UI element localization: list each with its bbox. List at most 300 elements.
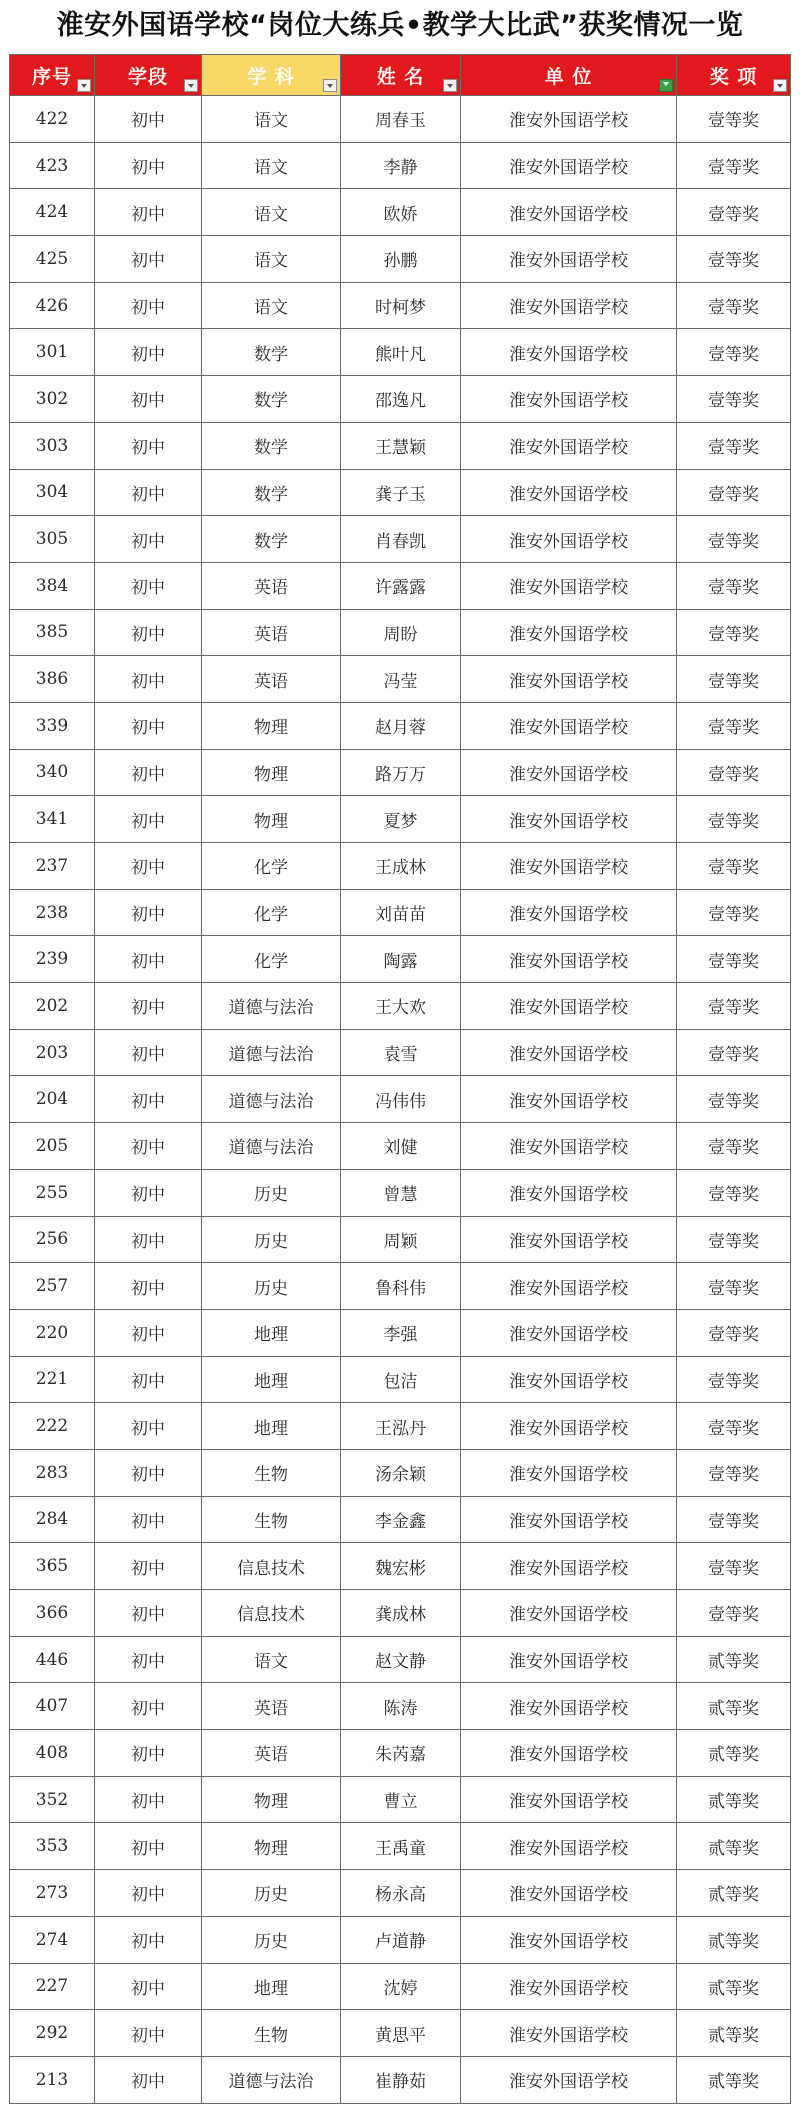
cell-unit: 淮安外国语学校 — [461, 889, 677, 936]
cell-stage: 初中 — [95, 609, 202, 656]
cell-subject: 英语 — [202, 1683, 341, 1730]
cell-stage: 初中 — [95, 1776, 202, 1823]
cell-name: 朱芮嘉 — [341, 1730, 461, 1777]
filter-active-icon[interactable] — [659, 79, 673, 92]
cell-name: 王禹童 — [341, 1823, 461, 1870]
cell-unit: 淮安外国语学校 — [461, 936, 677, 983]
cell-subject: 地理 — [202, 1963, 341, 2010]
cell-award: 贰等奖 — [677, 1636, 791, 1683]
cell-award: 壹等奖 — [677, 656, 791, 703]
table-row — [10, 1916, 791, 1963]
table-row — [10, 1169, 791, 1216]
cell-stage: 初中 — [95, 516, 202, 563]
cell-award: 壹等奖 — [677, 469, 791, 516]
cell-subject: 化学 — [202, 936, 341, 983]
table-row — [10, 2010, 791, 2057]
cell-subject: 语文 — [202, 236, 341, 283]
cell-stage: 初中 — [95, 1543, 202, 1590]
cell-award: 壹等奖 — [677, 189, 791, 236]
column-header-subject — [202, 55, 341, 96]
cell-subject: 物理 — [202, 1823, 341, 1870]
cell-name: 时柯梦 — [341, 282, 461, 329]
cell-seq: 340 — [10, 749, 95, 796]
cell-name: 崔静茹 — [341, 2056, 461, 2103]
table-row — [10, 1683, 791, 1730]
cell-stage: 初中 — [95, 983, 202, 1030]
cell-seq: 237 — [10, 843, 95, 890]
cell-seq: 274 — [10, 1916, 95, 1963]
cell-subject: 数学 — [202, 376, 341, 423]
cell-seq: 204 — [10, 1076, 95, 1123]
cell-stage: 初中 — [95, 2010, 202, 2057]
cell-unit: 淮安外国语学校 — [461, 142, 677, 189]
cell-award: 壹等奖 — [677, 1076, 791, 1123]
cell-subject: 数学 — [202, 516, 341, 563]
cell-unit: 淮安外国语学校 — [461, 1963, 677, 2010]
cell-subject: 语文 — [202, 1636, 341, 1683]
cell-seq: 205 — [10, 1123, 95, 1170]
cell-seq: 239 — [10, 936, 95, 983]
table-row — [10, 1823, 791, 1870]
column-header-label: 奖 项 — [709, 65, 758, 88]
cell-subject: 生物 — [202, 1496, 341, 1543]
cell-seq: 257 — [10, 1263, 95, 1310]
cell-stage: 初中 — [95, 96, 202, 143]
cell-award: 壹等奖 — [677, 1356, 791, 1403]
cell-seq: 301 — [10, 329, 95, 376]
table-row — [10, 282, 791, 329]
cell-unit: 淮安外国语学校 — [461, 796, 677, 843]
cell-award: 壹等奖 — [677, 1449, 791, 1496]
cell-seq: 227 — [10, 1963, 95, 2010]
cell-seq: 303 — [10, 422, 95, 469]
cell-unit: 淮安外国语学校 — [461, 1169, 677, 1216]
cell-award: 壹等奖 — [677, 1169, 791, 1216]
cell-award: 壹等奖 — [677, 1590, 791, 1637]
cell-seq: 284 — [10, 1496, 95, 1543]
cell-award: 壹等奖 — [677, 96, 791, 143]
cell-stage: 初中 — [95, 469, 202, 516]
cell-award: 贰等奖 — [677, 1730, 791, 1777]
cell-unit: 淮安外国语学校 — [461, 96, 677, 143]
cell-name: 赵月蓉 — [341, 702, 461, 749]
cell-award: 贰等奖 — [677, 1916, 791, 1963]
cell-stage: 初中 — [95, 1683, 202, 1730]
cell-award: 壹等奖 — [677, 1123, 791, 1170]
table-row — [10, 843, 791, 890]
table-row — [10, 1356, 791, 1403]
cell-subject: 地理 — [202, 1403, 341, 1450]
cell-name: 肖春凯 — [341, 516, 461, 563]
cell-award: 壹等奖 — [677, 562, 791, 609]
cell-unit: 淮安外国语学校 — [461, 1683, 677, 1730]
cell-seq: 422 — [10, 96, 95, 143]
table-row — [10, 702, 791, 749]
cell-stage: 初中 — [95, 936, 202, 983]
cell-seq: 256 — [10, 1216, 95, 1263]
cell-subject: 数学 — [202, 422, 341, 469]
column-header-label: 序号 — [31, 65, 72, 88]
cell-subject: 道德与法治 — [202, 983, 341, 1030]
cell-name: 李金鑫 — [341, 1496, 461, 1543]
column-header-stage — [95, 55, 202, 96]
cell-unit: 淮安外国语学校 — [461, 983, 677, 1030]
table-row — [10, 1403, 791, 1450]
cell-stage: 初中 — [95, 1076, 202, 1123]
cell-unit: 淮安外国语学校 — [461, 516, 677, 563]
table-row — [10, 329, 791, 376]
cell-name: 曹立 — [341, 1776, 461, 1823]
cell-name: 杨永高 — [341, 1870, 461, 1917]
cell-stage: 初中 — [95, 282, 202, 329]
cell-name: 汤余颖 — [341, 1449, 461, 1496]
table-row — [10, 1449, 791, 1496]
cell-name: 沈婷 — [341, 1963, 461, 2010]
cell-unit: 淮安外国语学校 — [461, 2056, 677, 2103]
cell-award: 壹等奖 — [677, 702, 791, 749]
cell-name: 曾慧 — [341, 1169, 461, 1216]
table-row — [10, 1636, 791, 1683]
cell-unit: 淮安外国语学校 — [461, 329, 677, 376]
cell-subject: 英语 — [202, 562, 341, 609]
column-header-award — [677, 55, 791, 96]
table-row — [10, 1076, 791, 1123]
cell-award: 壹等奖 — [677, 983, 791, 1030]
cell-unit: 淮安外国语学校 — [461, 702, 677, 749]
cell-award: 壹等奖 — [677, 422, 791, 469]
cell-seq: 407 — [10, 1683, 95, 1730]
cell-award: 贰等奖 — [677, 1963, 791, 2010]
cell-stage: 初中 — [95, 189, 202, 236]
cell-award: 贰等奖 — [677, 1683, 791, 1730]
cell-subject: 地理 — [202, 1309, 341, 1356]
cell-stage: 初中 — [95, 889, 202, 936]
cell-seq: 203 — [10, 1029, 95, 1076]
cell-name: 龚成林 — [341, 1590, 461, 1637]
cell-name: 周春玉 — [341, 96, 461, 143]
cell-subject: 物理 — [202, 1776, 341, 1823]
cell-stage: 初中 — [95, 376, 202, 423]
table-body — [10, 96, 791, 2104]
cell-award: 贰等奖 — [677, 2010, 791, 2057]
cell-name: 袁雪 — [341, 1029, 461, 1076]
cell-subject: 语文 — [202, 282, 341, 329]
cell-name: 龚子玉 — [341, 469, 461, 516]
cell-seq: 366 — [10, 1590, 95, 1637]
table-row — [10, 609, 791, 656]
filter-dropdown-icon[interactable] — [773, 79, 787, 92]
cell-name: 王泓丹 — [341, 1403, 461, 1450]
cell-seq: 365 — [10, 1543, 95, 1590]
column-header-label: 单 位 — [544, 65, 593, 88]
column-header-label: 学段 — [127, 65, 168, 88]
cell-unit: 淮安外国语学校 — [461, 1590, 677, 1637]
cell-award: 壹等奖 — [677, 516, 791, 563]
table-row — [10, 236, 791, 283]
page-title: 淮安外国语学校“岗位大练兵•教学大比武”获奖情况一览 — [56, 10, 744, 41]
cell-subject: 英语 — [202, 609, 341, 656]
table-row — [10, 1496, 791, 1543]
cell-unit: 淮安外国语学校 — [461, 562, 677, 609]
table-row — [10, 796, 791, 843]
column-header-name — [341, 55, 461, 96]
cell-name: 王慧颖 — [341, 422, 461, 469]
cell-unit: 淮安外国语学校 — [461, 1449, 677, 1496]
cell-name: 刘健 — [341, 1123, 461, 1170]
cell-name: 卢道静 — [341, 1916, 461, 1963]
cell-stage: 初中 — [95, 656, 202, 703]
column-header-seq — [10, 55, 95, 96]
cell-subject: 英语 — [202, 656, 341, 703]
table-row — [10, 376, 791, 423]
table-row — [10, 983, 791, 1030]
cell-stage: 初中 — [95, 1590, 202, 1637]
cell-unit: 淮安外国语学校 — [461, 189, 677, 236]
column-header-label: 学 科 — [247, 65, 295, 88]
cell-unit: 淮安外国语学校 — [461, 1636, 677, 1683]
cell-name: 李强 — [341, 1309, 461, 1356]
cell-seq: 238 — [10, 889, 95, 936]
cell-stage: 初中 — [95, 2056, 202, 2103]
cell-stage: 初中 — [95, 796, 202, 843]
cell-name: 陈涛 — [341, 1683, 461, 1730]
filter-dropdown-icon[interactable] — [77, 79, 91, 92]
cell-seq: 386 — [10, 656, 95, 703]
cell-name: 魏宏彬 — [341, 1543, 461, 1590]
cell-award: 贰等奖 — [677, 1776, 791, 1823]
cell-unit: 淮安外国语学校 — [461, 1823, 677, 1870]
cell-seq: 424 — [10, 189, 95, 236]
cell-award: 壹等奖 — [677, 609, 791, 656]
cell-name: 陶露 — [341, 936, 461, 983]
cell-subject: 物理 — [202, 702, 341, 749]
table-row — [10, 142, 791, 189]
cell-stage: 初中 — [95, 1916, 202, 1963]
cell-unit: 淮安外国语学校 — [461, 1216, 677, 1263]
cell-subject: 英语 — [202, 1730, 341, 1777]
cell-seq: 255 — [10, 1169, 95, 1216]
table-row — [10, 936, 791, 983]
cell-award: 壹等奖 — [677, 796, 791, 843]
cell-stage: 初中 — [95, 1730, 202, 1777]
table-row — [10, 189, 791, 236]
cell-name: 李静 — [341, 142, 461, 189]
cell-award: 壹等奖 — [677, 1403, 791, 1450]
cell-unit: 淮安外国语学校 — [461, 843, 677, 890]
cell-subject: 历史 — [202, 1216, 341, 1263]
cell-name: 刘苗苗 — [341, 889, 461, 936]
column-header-unit — [461, 55, 677, 96]
cell-stage: 初中 — [95, 142, 202, 189]
cell-seq: 202 — [10, 983, 95, 1030]
cell-subject: 信息技术 — [202, 1590, 341, 1637]
cell-stage: 初中 — [95, 422, 202, 469]
cell-seq: 283 — [10, 1449, 95, 1496]
cell-subject: 历史 — [202, 1916, 341, 1963]
cell-subject: 生物 — [202, 2010, 341, 2057]
cell-stage: 初中 — [95, 1870, 202, 1917]
cell-name: 夏梦 — [341, 796, 461, 843]
cell-stage: 初中 — [95, 1356, 202, 1403]
cell-subject: 数学 — [202, 469, 341, 516]
cell-unit: 淮安外国语学校 — [461, 1356, 677, 1403]
cell-stage: 初中 — [95, 1449, 202, 1496]
cell-unit: 淮安外国语学校 — [461, 376, 677, 423]
table-row — [10, 889, 791, 936]
cell-name: 黄思平 — [341, 2010, 461, 2057]
cell-stage: 初中 — [95, 562, 202, 609]
cell-seq: 426 — [10, 282, 95, 329]
cell-unit: 淮安外国语学校 — [461, 1496, 677, 1543]
cell-subject: 生物 — [202, 1449, 341, 1496]
table-row — [10, 1263, 791, 1310]
cell-seq: 220 — [10, 1309, 95, 1356]
table-row — [10, 1543, 791, 1590]
cell-seq: 352 — [10, 1776, 95, 1823]
table-row — [10, 1216, 791, 1263]
cell-subject: 道德与法治 — [202, 1029, 341, 1076]
cell-subject: 物理 — [202, 749, 341, 796]
table-row — [10, 1123, 791, 1170]
cell-seq: 446 — [10, 1636, 95, 1683]
cell-stage: 初中 — [95, 1496, 202, 1543]
cell-name: 冯伟伟 — [341, 1076, 461, 1123]
cell-unit: 淮安外国语学校 — [461, 1776, 677, 1823]
table-row — [10, 96, 791, 143]
cell-award: 贰等奖 — [677, 2056, 791, 2103]
cell-subject: 历史 — [202, 1169, 341, 1216]
table-row — [10, 1029, 791, 1076]
cell-stage: 初中 — [95, 1216, 202, 1263]
cell-stage: 初中 — [95, 1823, 202, 1870]
cell-award: 壹等奖 — [677, 843, 791, 890]
cell-award: 壹等奖 — [677, 1029, 791, 1076]
cell-name: 邵逸凡 — [341, 376, 461, 423]
cell-seq: 341 — [10, 796, 95, 843]
cell-stage: 初中 — [95, 702, 202, 749]
cell-subject: 数学 — [202, 329, 341, 376]
cell-subject: 历史 — [202, 1870, 341, 1917]
cell-seq: 302 — [10, 376, 95, 423]
cell-unit: 淮安外国语学校 — [461, 236, 677, 283]
cell-stage: 初中 — [95, 1029, 202, 1076]
cell-unit: 淮安外国语学校 — [461, 656, 677, 703]
cell-stage: 初中 — [95, 1309, 202, 1356]
cell-award: 壹等奖 — [677, 282, 791, 329]
cell-stage: 初中 — [95, 1963, 202, 2010]
cell-subject: 语文 — [202, 142, 341, 189]
cell-seq: 339 — [10, 702, 95, 749]
cell-award: 壹等奖 — [677, 936, 791, 983]
cell-seq: 385 — [10, 609, 95, 656]
cell-unit: 淮安外国语学校 — [461, 469, 677, 516]
table-row — [10, 656, 791, 703]
cell-seq: 273 — [10, 1870, 95, 1917]
cell-stage: 初中 — [95, 1123, 202, 1170]
cell-subject: 语文 — [202, 189, 341, 236]
cell-award: 壹等奖 — [677, 142, 791, 189]
cell-subject: 语文 — [202, 96, 341, 143]
cell-award: 贰等奖 — [677, 1870, 791, 1917]
cell-unit: 淮安外国语学校 — [461, 1870, 677, 1917]
table-row — [10, 749, 791, 796]
table-row — [10, 422, 791, 469]
cell-name: 周颖 — [341, 1216, 461, 1263]
cell-unit: 淮安外国语学校 — [461, 1730, 677, 1777]
cell-award: 贰等奖 — [677, 1823, 791, 1870]
cell-unit: 淮安外国语学校 — [461, 1543, 677, 1590]
cell-seq: 423 — [10, 142, 95, 189]
cell-seq: 384 — [10, 562, 95, 609]
cell-name: 王成林 — [341, 843, 461, 890]
table-row — [10, 562, 791, 609]
cell-stage: 初中 — [95, 329, 202, 376]
cell-subject: 物理 — [202, 796, 341, 843]
cell-seq: 425 — [10, 236, 95, 283]
cell-unit: 淮安外国语学校 — [461, 1263, 677, 1310]
cell-name: 王大欢 — [341, 983, 461, 1030]
cell-seq: 305 — [10, 516, 95, 563]
cell-stage: 初中 — [95, 1636, 202, 1683]
cell-name: 赵文静 — [341, 1636, 461, 1683]
table-row — [10, 469, 791, 516]
cell-award: 壹等奖 — [677, 236, 791, 283]
cell-name: 熊叶凡 — [341, 329, 461, 376]
table-row — [10, 1730, 791, 1777]
header-row — [10, 55, 791, 96]
cell-subject: 道德与法治 — [202, 1076, 341, 1123]
filter-dropdown-icon[interactable] — [443, 79, 457, 92]
cell-subject: 信息技术 — [202, 1543, 341, 1590]
cell-award: 壹等奖 — [677, 376, 791, 423]
cell-name: 路万万 — [341, 749, 461, 796]
cell-stage: 初中 — [95, 236, 202, 283]
cell-subject: 化学 — [202, 889, 341, 936]
awards-table — [9, 54, 791, 2104]
cell-name: 许露露 — [341, 562, 461, 609]
filter-dropdown-icon[interactable] — [184, 79, 198, 92]
cell-award: 壹等奖 — [677, 329, 791, 376]
cell-name: 孙鹏 — [341, 236, 461, 283]
cell-unit: 淮安外国语学校 — [461, 1403, 677, 1450]
table-row — [10, 2056, 791, 2103]
cell-award: 壹等奖 — [677, 1216, 791, 1263]
table-row — [10, 1870, 791, 1917]
cell-seq: 213 — [10, 2056, 95, 2103]
cell-unit: 淮安外国语学校 — [461, 422, 677, 469]
cell-seq: 221 — [10, 1356, 95, 1403]
cell-subject: 道德与法治 — [202, 2056, 341, 2103]
cell-unit: 淮安外国语学校 — [461, 282, 677, 329]
cell-unit: 淮安外国语学校 — [461, 609, 677, 656]
cell-award: 壹等奖 — [677, 889, 791, 936]
cell-seq: 408 — [10, 1730, 95, 1777]
cell-subject: 道德与法治 — [202, 1123, 341, 1170]
cell-stage: 初中 — [95, 1403, 202, 1450]
cell-subject: 化学 — [202, 843, 341, 890]
cell-unit: 淮安外国语学校 — [461, 1309, 677, 1356]
cell-award: 壹等奖 — [677, 1543, 791, 1590]
filter-dropdown-icon[interactable] — [323, 79, 337, 92]
cell-name: 欧娇 — [341, 189, 461, 236]
cell-unit: 淮安外国语学校 — [461, 2010, 677, 2057]
cell-award: 壹等奖 — [677, 1496, 791, 1543]
cell-unit: 淮安外国语学校 — [461, 1076, 677, 1123]
cell-seq: 304 — [10, 469, 95, 516]
cell-name: 包洁 — [341, 1356, 461, 1403]
cell-unit: 淮安外国语学校 — [461, 1029, 677, 1076]
cell-unit: 淮安外国语学校 — [461, 1916, 677, 1963]
